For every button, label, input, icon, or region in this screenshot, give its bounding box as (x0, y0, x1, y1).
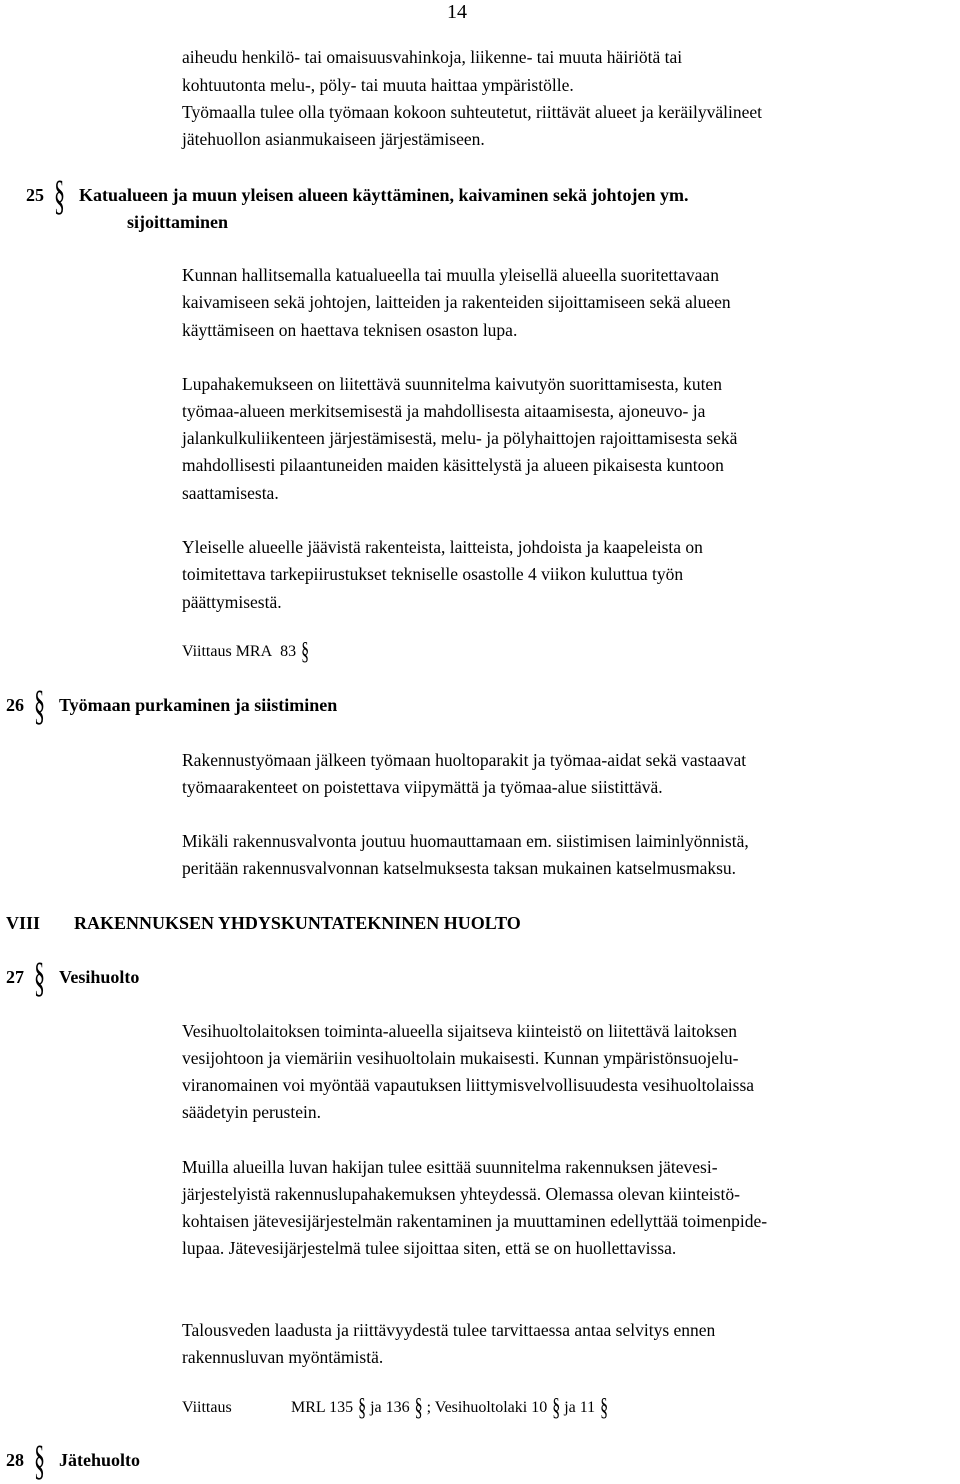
paragraph-line: peritään rakennusvalvonnan katselmuksesta taksan mukainen katselmusmaksu. (182, 858, 737, 878)
paragraph-line: Lupahakemukseen on liitettävä suunnitelma kaivutyön suorittamisesta, kuten (182, 374, 722, 394)
paragraph-line: Vesihuoltolaitoksen toiminta-alueella sijaitseva kiinteistö on liitettävä laitoksen (182, 1021, 738, 1041)
paragraph-line: mahdollisesti pilaantuneiden maiden käsittelystä ja alueen pikaisesta kuntoon (182, 455, 724, 475)
paragraph-line: saattamisesta. (182, 483, 279, 503)
chapter-number: VIII (6, 913, 41, 933)
section-28-heading (6, 1436, 140, 1484)
section-sign-icon: § (34, 681, 45, 729)
paragraph-line: työmaarakenteet on poistettava viipymättä ja työmaa-alue siistittävä. (182, 777, 663, 797)
chapter-title: RAKENNUKSEN YHDYSKUNTATEKNINEN HUOLTO (74, 913, 521, 933)
section-number: 25 (26, 185, 44, 205)
section-number: 26 (6, 695, 24, 715)
section-sign-icon: § (600, 1394, 609, 1422)
intro-line: aiheudu henkilö- tai omaisuusvahinkoja, liikenne- tai muuta häiriötä tai (182, 47, 683, 67)
paragraph-line: työmaa-alueen merkitsemisestä ja mahdollisesta aitaamisesta, ajoneuvo- ja (182, 401, 706, 421)
section-25-reference (182, 638, 313, 666)
paragraph-line: Kunnan hallitsemalla katualueella tai muulla yleisellä alueella suoritettavaan (182, 265, 719, 285)
page-number: 14 (447, 1, 467, 23)
paragraph-line: toimitettava tarkepiirustukset tekniselle osastolle 4 viikon kuluttua työn (182, 564, 684, 584)
section-sign-icon: § (34, 1436, 45, 1484)
section-title: Jätehuolto (59, 1450, 140, 1470)
chapter-heading (6, 912, 40, 934)
section-27-reference-laws (291, 1394, 612, 1422)
paragraph-line: Rakennustyömaan jälkeen työmaan huoltoparakit ja työmaa-aidat sekä vastaavat (182, 750, 747, 770)
paragraph-line: viranomainen voi myöntää vapautuksen liittymisvelvollisuudesta vesihuoltolaissa (182, 1075, 755, 1095)
section-number: 28 (6, 1450, 24, 1470)
section-sign-icon: § (301, 638, 310, 666)
section-27-reference (182, 1397, 232, 1419)
paragraph-line: Mikäli rakennusvalvonta joutuu huomauttamaan em. siistimisen laiminlyönnistä, (182, 831, 749, 851)
section-title: Katualueen ja muun yleisen alueen käyttäminen, kaivaminen sekä johtojen ym. (79, 185, 689, 205)
paragraph-line: vesijohtoon ja viemäriin vesihuoltolain mukaisesti. Kunnan ympäristönsuojelu- (182, 1048, 739, 1068)
section-27-heading (6, 953, 140, 1001)
paragraph-line: jalankulkuliikenteen järjestämisestä, melu- ja pölyhaittojen rajoittamisesta sekä (182, 428, 738, 448)
intro-line: kohtuutonta melu-, pöly- tai muuta haittaa ympäristölle. (182, 75, 574, 95)
paragraph-line: rakennusluvan myöntämistä. (182, 1347, 384, 1367)
section-sign-icon: § (358, 1394, 367, 1422)
paragraph-line: kohtaisen jätevesijärjestelmän rakentaminen ja muuttaminen edellyttää toimenpide- (182, 1211, 768, 1231)
paragraph-line: säädetyin perustein. (182, 1102, 321, 1122)
paragraph-line: Muilla alueilla luvan hakijan tulee esittää suunnitelma rakennuksen jätevesi- (182, 1157, 718, 1177)
reference-label: Viittaus MRA (182, 643, 273, 660)
section-sign-icon: § (552, 1394, 561, 1422)
intro-line: Työmaalla tulee olla työmaan kokoon suhteutetut, riittävät alueet ja keräilyvälineet (182, 102, 762, 122)
paragraph-line: järjestelyistä rakennuslupahakemuksen yhteydessä. Olemassa olevan kiinteistö- (182, 1184, 740, 1204)
section-25-heading-continued: sijoittaminen (127, 212, 228, 232)
paragraph-line: päättymisestä. (182, 592, 282, 612)
section-sign-icon: § (414, 1394, 423, 1422)
section-number: 27 (6, 967, 24, 987)
section-sign-icon: § (54, 171, 65, 219)
section-title: Työmaan purkaminen ja siistiminen (59, 695, 338, 715)
section-26-heading (6, 681, 338, 729)
section-title: Vesihuolto (59, 967, 140, 987)
paragraph-line: Yleiselle alueelle jäävistä rakenteista, laitteista, johdoista ja kaapeleista on (182, 537, 703, 557)
section-sign-icon: § (34, 953, 45, 1001)
reference-number: 83 (280, 643, 297, 660)
reference-law-2: ja 136 (370, 1399, 410, 1416)
intro-line: jätehuollon asianmukaiseen järjestämiseen. (182, 129, 485, 149)
reference-label: Viittaus (182, 1399, 232, 1416)
paragraph-line: Talousveden laadusta ja riittävyydestä tulee tarvittaessa antaa selvitys ennen (182, 1320, 716, 1340)
reference-law-1: MRL 135 (291, 1399, 354, 1416)
paragraph-line: lupaa. Jätevesijärjestelmä tulee sijoittaa siten, että se on huollettavissa. (182, 1238, 677, 1258)
paragraph-line: käyttämiseen on haettava teknisen osaston lupa. (182, 320, 518, 340)
section-25-heading (26, 171, 689, 219)
paragraph-line: kaivamiseen sekä johtojen, laitteiden ja rakenteiden sijoittamiseen sekä alueen (182, 292, 731, 312)
reference-law-4: ja 11 (564, 1399, 596, 1416)
reference-law-3: ; Vesihuoltolaki 10 (426, 1399, 548, 1416)
